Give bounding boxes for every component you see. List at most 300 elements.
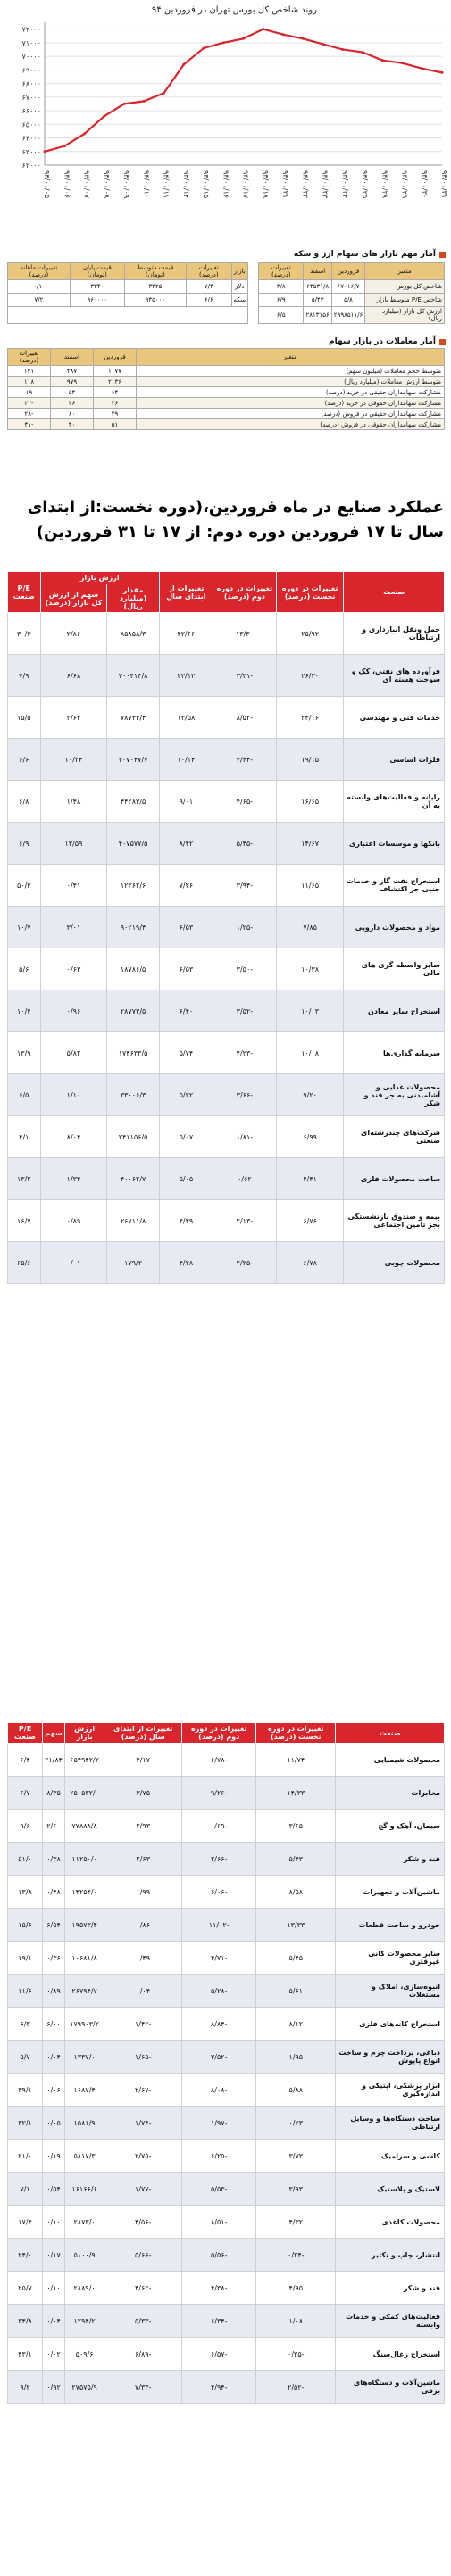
cell: ۰/۸۶: [104, 1909, 182, 1942]
cell: ۵/۰۵: [159, 1158, 213, 1200]
cell: -۸/۵۲: [213, 697, 276, 739]
col-mv-share: سهم از ارزش کل بازار (درصد): [40, 584, 107, 613]
table-row: [8, 781, 445, 823]
cell: ۷/۱: [8, 2173, 43, 2206]
cell: -۰/۳۵: [256, 2338, 336, 2371]
table-row: [8, 1032, 445, 1074]
cell: ۲۶/۳۰: [276, 655, 344, 697]
cell: ۶/۷۶: [276, 1200, 344, 1242]
cell: ۴/۲۸: [159, 1242, 213, 1284]
cell: ۲۲/۱۲: [159, 655, 213, 697]
data-point: [163, 92, 165, 95]
cell: -۲/۵۲: [256, 2371, 336, 2404]
table-row: [8, 865, 445, 907]
col-pe: P/E صنعت: [8, 1723, 43, 1744]
cell: ۳۳۲۵: [124, 280, 186, 294]
table-gap: [248, 294, 259, 307]
col-change: تغییرات (درصد): [8, 349, 51, 366]
table-row: [8, 655, 445, 697]
data-point: [203, 46, 205, 49]
col-variable: متغیر: [137, 349, 445, 366]
table-row: [8, 2107, 445, 2140]
x-tick-label: ۹۴/۰۱/۳۰: [420, 170, 429, 199]
col-period2: تغییرات در دوره دوم (درصد): [213, 572, 276, 613]
x-tick-label: ۹۴/۰۱/۱۰: [142, 170, 151, 199]
cell: -۳/۵۲: [182, 2041, 256, 2074]
cell: ۱۰/۴: [8, 990, 41, 1032]
col-period1: تغییرات در دوره نخست (درصد): [256, 1723, 336, 1744]
cell: -۶/۰۶: [182, 1876, 256, 1909]
cell: ۱۱۲۵۰/۰: [64, 1843, 104, 1876]
table-row: [8, 2239, 445, 2272]
data-point: [362, 51, 364, 54]
cell: ۳۳۰۰۶/۳: [107, 1074, 160, 1116]
row-label: محصولات غذایی و آشامیدنی به جز قند و شکر: [344, 1074, 445, 1116]
cell: ۱۰۶۸۱/۸: [64, 1942, 104, 1975]
cell: ۱۶/۷: [8, 1200, 41, 1242]
cell: ۵/۶: [8, 948, 41, 990]
cell: ۰/۶۲: [213, 1158, 276, 1200]
col-change-pct: تغییرات (درصد): [187, 263, 231, 280]
cell: ۱۱/۶: [8, 1975, 43, 2008]
cell: -۵/۵۶: [182, 2239, 256, 2272]
cell: ۵۱/۰: [8, 1843, 43, 1876]
row-label: استخراج سایر معادن: [344, 990, 445, 1032]
cell: ۲۴/۰: [8, 2239, 43, 2272]
row-label: مخابرات: [336, 1777, 445, 1810]
cell: -۳/۵۲: [213, 990, 276, 1032]
col-farvardin: فروردین: [94, 349, 137, 366]
cell: ۵۱: [94, 419, 137, 430]
cell: ۶۵۴۹۴۲/۲: [64, 1744, 104, 1777]
cell: ۴۸۷: [51, 366, 94, 377]
y-tick-label: ۶۲۰۰۰: [21, 162, 41, 170]
table-gap: [248, 263, 259, 280]
cell: -۲/۶۷: [104, 2074, 182, 2107]
row-label: سایر واسطه گری های مالی: [344, 948, 445, 990]
cell: ۸/۵۸: [256, 1876, 336, 1909]
cell: ۸/۴۲: [159, 823, 213, 865]
table-row: [8, 1744, 445, 1777]
cell: ۲۴/۱۶: [276, 697, 344, 739]
x-tick-label: ۹۴/۰۱/۲۴: [340, 170, 349, 199]
table-row: [8, 2140, 445, 2173]
cell: -۱/۴۲: [104, 2008, 182, 2041]
col-mv-share: سهم: [43, 1723, 65, 1744]
cell: ۴/۳۲: [256, 2206, 336, 2239]
table-row: [8, 294, 445, 307]
cell: ارزش کل بازار (میلیارد ریال): [365, 307, 445, 324]
cell: ۸/۱۲: [256, 2008, 336, 2041]
section-gap: [0, 1700, 451, 1722]
trading-stats-title: آمار معاملات در بازار سهام: [328, 337, 436, 346]
cell: ۶/۰۰: [43, 2008, 65, 2041]
table-row: [8, 1116, 445, 1158]
cell: ۴۰۷۵۷۷/۵: [107, 823, 160, 865]
cell: ۰/۰۵: [43, 2107, 65, 2140]
row-label: محصولات چوبی: [344, 1242, 445, 1284]
cell: ۱۷۹۹۰۳/۲: [64, 2008, 104, 2041]
data-point: [123, 103, 126, 105]
cell: دلار: [231, 280, 247, 294]
data-point: [143, 100, 146, 103]
cell: ۱۳۳۷/۰: [64, 2041, 104, 2074]
cell: ۰/۵۴: [43, 2173, 65, 2206]
cell: ۶/۶۸: [40, 655, 107, 697]
cell: ۲۱۳۶: [94, 377, 137, 387]
cell: ۱۳/۳۰: [213, 613, 276, 655]
table-row: [8, 2206, 445, 2239]
cell: ۶/۵۳: [159, 948, 213, 990]
cell: ۱۸۷۸۶/۵: [107, 948, 160, 990]
cell: ۲۸۸۹/۰: [64, 2272, 104, 2305]
cell: ۱۳/۸: [8, 1876, 43, 1909]
cell: -۱/۶۵: [104, 2041, 182, 2074]
cell: ۶/۵: [259, 307, 304, 324]
index-chart: [0, 0, 451, 245]
cell: ۲۸۱۳۱۵۶: [304, 307, 331, 324]
empty-cell: [8, 307, 248, 324]
cell: ۴۲/۶۶: [159, 613, 213, 655]
cell: ۵۸۱۷/۳: [64, 2140, 104, 2173]
row-label: متوسط ارزش معاملات (میلیارد ریال): [137, 377, 445, 387]
cell: ۰/۱۰: [43, 2206, 65, 2239]
data-point: [63, 145, 66, 147]
cell: ۹/۰۱: [159, 781, 213, 823]
cell: -۶/۲۵: [182, 2140, 256, 2173]
table-row: [8, 907, 445, 948]
cell: ۳۶: [94, 398, 137, 409]
cell: -۲۲: [8, 398, 51, 409]
cell: ۹۶۰۰۰۰: [70, 294, 124, 307]
cell: ۱۶۸۷/۴: [64, 2074, 104, 2107]
data-point: [441, 71, 444, 74]
cell: ۷۸۷۴۳/۴: [107, 697, 160, 739]
col-monthly-change: تغییرات ماهانه (درصد): [8, 263, 71, 280]
row-label: ابزار پزشکی، اپتیکی و اندازه‌گیری: [336, 2074, 445, 2107]
col-avg-price: قیمت متوسط (تومان): [124, 263, 186, 280]
cell: ۱۲۳۶۲/۶: [107, 865, 160, 907]
industry-table-1: [7, 571, 445, 1284]
cell: ۱۳/۵۹: [40, 823, 107, 865]
x-tick-label: ۹۴/۰۱/۱۴: [181, 170, 190, 199]
data-point: [103, 115, 105, 118]
x-tick-label: ۹۴/۰۱/۰۷: [82, 170, 91, 199]
cell: ۸/۰۴: [40, 1116, 107, 1158]
y-tick-label: ۶۶۰۰۰: [21, 107, 41, 116]
cell: ۱۰/۱۴: [159, 739, 213, 781]
cell: ۶۴۵۳۱/۸: [304, 280, 331, 294]
cell: ۰/۰۲: [43, 2338, 65, 2371]
cell: ۶/۶: [187, 294, 231, 307]
cell: -۶/۵۷: [182, 2338, 256, 2371]
cell: ۶/۷۸: [276, 1242, 344, 1284]
cell: ۴/۱۷: [104, 1744, 182, 1777]
col-period2: تغییرات در دوره دوم (درصد): [182, 1723, 256, 1744]
cell: ۱۷/۴: [8, 2206, 43, 2239]
x-tick-label: ۹۴/۰۱/۲۲: [301, 170, 310, 199]
table-row: [8, 1242, 445, 1284]
cell: ۶/۶: [8, 739, 41, 781]
cell: ۵۰۹/۶: [64, 2338, 104, 2371]
x-tick-label: ۹۴/۰۱/۱۸: [261, 170, 270, 199]
cell: ۷/۸۵: [276, 907, 344, 948]
x-tick-label: ۹۴/۰۱/۲۳: [321, 170, 330, 199]
col-period1: تغییرات در دوره نخست (درصد): [276, 572, 344, 613]
row-label: قند و شکر: [336, 2272, 445, 2305]
x-tick-label: ۹۴/۰۱/۲۹: [400, 170, 409, 199]
cell: ۰/۸۹: [40, 1200, 107, 1242]
row-label: حمل ونقل انبارداری و ارتباطات: [344, 613, 445, 655]
cell: ۳/۷۵: [104, 1777, 182, 1810]
table-row: [8, 1158, 445, 1200]
cell: -۳/۹۴: [213, 865, 276, 907]
table-row: [8, 2338, 445, 2371]
table-gap: [248, 307, 259, 324]
row-label: محصولات شیمیایی: [336, 1744, 445, 1777]
row-label: سایر محصولات کانی غیرفلزی: [336, 1942, 445, 1975]
cell: ۶/۵: [8, 1074, 41, 1116]
row-label: فلزات اساسی: [344, 739, 445, 781]
cell: -۱/۲۵: [213, 907, 276, 948]
data-point: [302, 37, 305, 40]
x-tick-label: ۹۴/۰۱/۱۱: [162, 170, 171, 199]
cell: -۲/۷۵: [104, 2140, 182, 2173]
cell: ۳/۰۱: [40, 907, 107, 948]
cell: سکه: [231, 294, 247, 307]
cell: -۲۸: [8, 409, 51, 419]
cell: ۲۸۷۳/۰: [64, 2206, 104, 2239]
cell: ۵۰/۳: [8, 865, 41, 907]
cell: -۴۱: [8, 419, 51, 430]
row-label: بیمه و صندوق بازنشستگی بجز تامین اجتماعی: [344, 1200, 445, 1242]
row-label: مشارکت سهامداران حقیقی در خرید (درصد): [137, 387, 445, 398]
x-tick-label: ۹۴/۰۱/۳۱: [440, 170, 448, 199]
row-label: محصولات کاغذی: [336, 2206, 445, 2239]
cell: ۱۳/۵۸: [159, 697, 213, 739]
cell: ۵۴: [51, 387, 94, 398]
row-label: خدمات فنی و مهندسی: [344, 697, 445, 739]
cell: -۸/۵۱: [182, 2206, 256, 2239]
x-tick-label: ۹۴/۰۱/۰۵: [43, 170, 51, 199]
cell: ۲۷۵۷۵/۹: [64, 2371, 104, 2404]
cell: ۵/۸: [331, 294, 364, 307]
cell: ۱/۹۹: [104, 1876, 182, 1909]
cell: ۰/۴۹: [104, 1942, 182, 1975]
cell: ۴/۱: [8, 1116, 41, 1158]
cell: -۱/۷۴: [104, 2107, 182, 2140]
cell: ۷۷۸۸۸/۸: [64, 1810, 104, 1843]
cell: ۱۹۵۷۳/۴: [64, 1909, 104, 1942]
row-label: مشارکت سهامداران حقوقی در فروش (درصد): [137, 419, 445, 430]
cell: -۶/۷۸: [182, 1744, 256, 1777]
cell: ۹/۲۰: [276, 1074, 344, 1116]
cell: -۲/۳۵: [213, 1242, 276, 1284]
table-row: [8, 1876, 445, 1909]
cell: ۴۹: [94, 409, 137, 419]
data-point: [341, 48, 344, 51]
cell: ۰/۰۴: [43, 2041, 65, 2074]
market-stats-title: آمار مهم بازار های سهام ارز و سکه: [293, 250, 436, 259]
cell: ۶/۹: [259, 294, 304, 307]
table-row: [8, 366, 445, 377]
row-label: متوسط حجم معاملات (میلیون سهم): [137, 366, 445, 377]
cell: -۹/۲۶: [182, 1777, 256, 1810]
row-label: دباغی، پرداخت چرم و ساخت انواع پاپوش: [336, 2041, 445, 2074]
table-row: [8, 1810, 445, 1843]
row-label: لاستیک و پلاستیک: [336, 2173, 445, 2206]
cell: ۱۰/۰۳: [276, 990, 344, 1032]
cell: -۰/۶۹: [182, 1810, 256, 1843]
y-tick-label: ۶۴۰۰۰: [21, 134, 41, 143]
x-tick-label: ۹۴/۰۱/۲۱: [281, 170, 289, 199]
table-row: [8, 409, 445, 419]
cell: ۱۳/۲: [8, 1158, 41, 1200]
cell: -۰/۲۴: [256, 2239, 336, 2272]
cell: -۴/۹۴: [182, 2371, 256, 2404]
cell: ۱/۹۵: [256, 2041, 336, 2074]
cell: ۳۴/۸: [8, 2305, 43, 2338]
cell: ۰/۴۸: [43, 1876, 65, 1909]
cell: ۹۷۹: [51, 377, 94, 387]
cell: -۸/۸۴: [182, 2008, 256, 2041]
cell: ۱/۰۸: [256, 2305, 336, 2338]
cell: -۵/۴۵: [213, 823, 276, 865]
cell: ۲۱/۰: [8, 2140, 43, 2173]
cell: ۱۹/۱: [8, 1942, 43, 1975]
cell: ۱۳/۹: [8, 1032, 41, 1074]
row-label: قند و شکر: [336, 1843, 445, 1876]
cell: ۱/۱۰: [40, 1074, 107, 1116]
cell: ۶۰: [51, 409, 94, 419]
cell: ۶/۵۳: [159, 907, 213, 948]
cell: ۱۶۱۶۶/۶: [64, 2173, 104, 2206]
cell: -۴/۲۳: [213, 1032, 276, 1074]
cell: ۵/۶۱: [256, 1975, 336, 2008]
cell: -۱/۷۷: [104, 2173, 182, 2206]
col-pe: P/E صنعت: [8, 572, 41, 613]
col-change: تغییرات (درصد): [259, 263, 304, 280]
cell: ۲/۹۳: [104, 1810, 182, 1843]
table-row: [8, 2272, 445, 2305]
col-industry: صنعت: [336, 1723, 445, 1744]
cell: ۶/۸: [8, 781, 41, 823]
row-label: مشارکت سهامداران حقیقی در فروش (درصد): [137, 409, 445, 419]
table-row: [8, 2041, 445, 2074]
trading-stats-header: [0, 335, 451, 348]
cell: ۱۰۷۷: [94, 366, 137, 377]
col-market-value: ارزش بازار: [40, 572, 159, 584]
x-tick-label: ۹۴/۰۱/۲۵: [361, 170, 369, 199]
cell: ۶/۷: [8, 1777, 43, 1810]
cell: ۱۱/۶۵: [276, 865, 344, 907]
cell: -۴/۶۲: [104, 2272, 182, 2305]
col-esfand: اسفند: [51, 349, 94, 366]
cell: ۱۹: [8, 387, 51, 398]
y-tick-label: ۶۳۰۰۰: [21, 147, 41, 156]
market-stats-header: [0, 248, 451, 261]
cell: ۰/۰۶: [43, 2074, 65, 2107]
cell: ۲۵/۷: [8, 2272, 43, 2305]
cell: ۶/۹: [8, 823, 41, 865]
cell: ۱۲۹۴/۲: [64, 2305, 104, 2338]
col-market: بازار: [231, 263, 247, 280]
cell: -۱/۸۱: [213, 1116, 276, 1158]
cell: ۳۰۷۰۴۷/۷: [107, 739, 160, 781]
cell: ۵/۴۳: [304, 294, 331, 307]
cell: ۰/۱۹: [43, 2140, 65, 2173]
cell: ۹/۲: [8, 2371, 43, 2404]
cell: ۲۵/۹۲: [276, 613, 344, 655]
cell: -۳/۵۰: [213, 948, 276, 990]
table-row: [8, 2008, 445, 2041]
cell: ۲۶۷۹۴/۷: [64, 1975, 104, 2008]
cell: ۵/۸۲: [40, 1032, 107, 1074]
table-gap: [248, 280, 259, 294]
table-row: [8, 948, 445, 990]
table-row: [8, 1200, 445, 1242]
cell: ۱۳/۳۳: [256, 1909, 336, 1942]
table-row: [8, 990, 445, 1032]
cell: -۴/۵۶: [104, 2206, 182, 2239]
cell: ۳۰/۳: [8, 613, 41, 655]
row-label: انتشار، چاپ و تکثیر: [336, 2239, 445, 2272]
col-industry: صنعت: [344, 572, 445, 613]
cell: ۳۲/۱: [8, 2107, 43, 2140]
cell: ۷/۲۶: [159, 865, 213, 907]
x-tick-label: ۹۴/۰۱/۰۸: [102, 170, 111, 199]
cell: -۵/۲۸: [182, 1975, 256, 2008]
cell: ۰/۴۱: [40, 865, 107, 907]
y-tick-label: ۶۵۰۰۰: [21, 120, 41, 129]
cell: ۰/۶۳: [40, 948, 107, 990]
cell: ۰/۹۶: [40, 990, 107, 1032]
table-row: [8, 1074, 445, 1116]
col-ytd: تغییرات از ابتدای سال (درصد): [104, 1723, 182, 1744]
cell: ۴۰۰۶۲/۷: [107, 1158, 160, 1200]
row-label: استخراج نفت گاز و خدمات جنبی جز اکتشاف: [344, 865, 445, 907]
cell: -۵/۳۳: [104, 2305, 182, 2338]
cell: ۱۱۸: [8, 377, 51, 387]
cell: ۶/۴۰: [159, 990, 213, 1032]
cell: ۹۴۵۰۰۰: [124, 294, 186, 307]
cell: -۴/۶۵: [213, 781, 276, 823]
cell: ۰/۰۴: [104, 1975, 182, 2008]
data-point: [401, 62, 404, 64]
cell: ۲۶۷۱۱/۸: [107, 1200, 160, 1242]
cell: ۱۰/۲۴: [40, 739, 107, 781]
cell: ۶/۹۹: [276, 1116, 344, 1158]
row-label: سرمایه گذاری‌ها: [344, 1032, 445, 1074]
cell: ۱۵/۶: [8, 1909, 43, 1942]
cell: -۶/۸۹: [104, 2338, 182, 2371]
data-point: [381, 59, 384, 62]
cell: ۰/۸۹: [43, 1975, 65, 2008]
data-point: [421, 67, 423, 70]
col-farvardin: فروردین: [331, 263, 364, 280]
data-point: [282, 33, 285, 36]
cell: ۱۱/۷۴: [256, 1744, 336, 1777]
bullet-square-icon: [439, 252, 446, 258]
cell: ۴۰: [51, 419, 94, 430]
cell: ۲/۸۶: [40, 613, 107, 655]
row-label: کاشی و سرامیک: [336, 2140, 445, 2173]
x-tick-label: ۹۴/۰۱/۲۸: [380, 170, 389, 199]
cell: ۱۰/۷: [8, 907, 41, 948]
cell: ۲/۶۳: [104, 1843, 182, 1876]
col-esfand: اسفند: [304, 263, 331, 280]
bullet-square-icon: [439, 339, 446, 345]
